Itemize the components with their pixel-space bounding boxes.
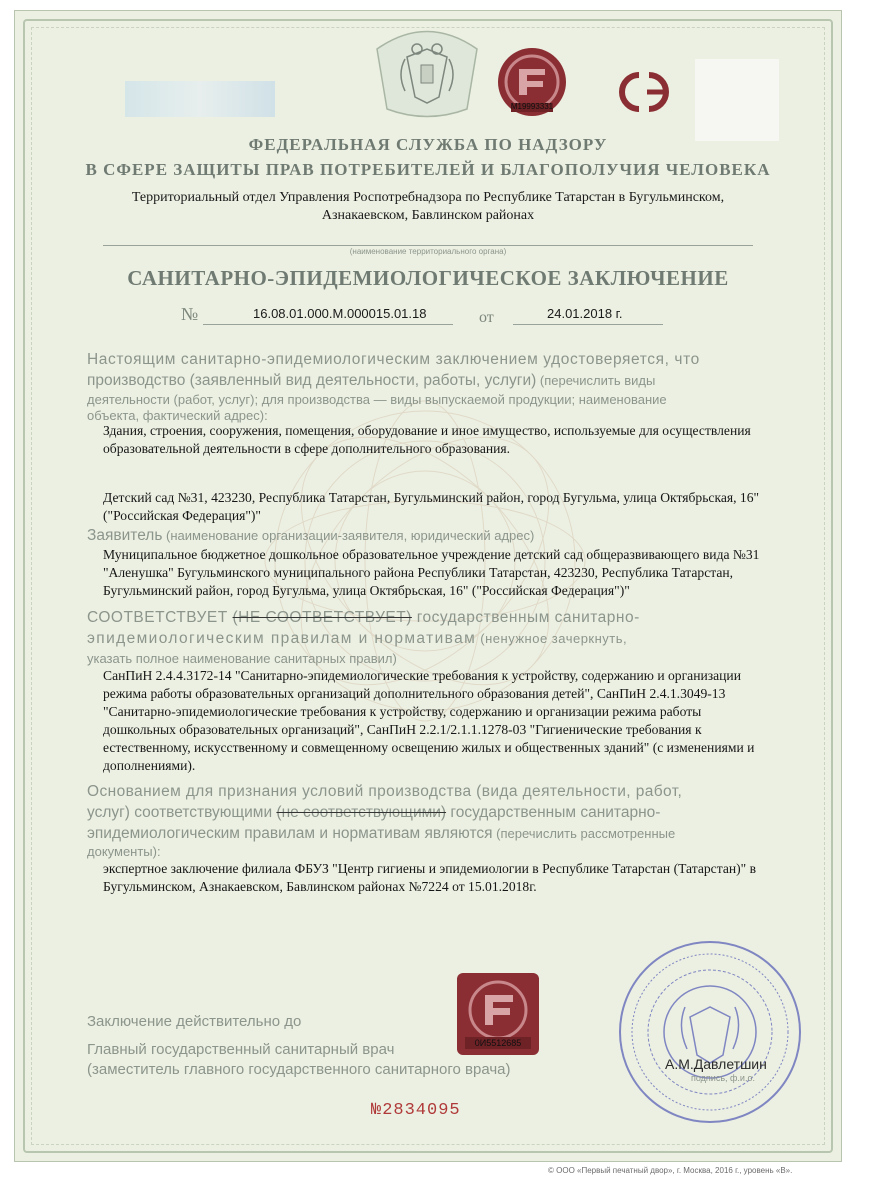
section1-line3: деятельности (работ, услуг); для производства — виды выпускаемой продукции; наименование xyxy=(87,392,667,407)
agency-line2: В СФЕРЕ ЗАЩИТЫ ПРАВ ПОТРЕБИТЕЛЕЙ И БЛАГОПОЛУЧИЯ ЧЕЛОВЕКА xyxy=(85,160,771,179)
certificate-sheet xyxy=(14,10,842,1162)
basis-value-line2: Бугульминском, Азнакаевском, Бавлинском районах №7224 от 15.01.2018г. xyxy=(103,879,537,894)
compliance-value-line1: СанПиН 2.4.4.3172-14 "Санитарно-эпидемиологические требования к устройству, содержанию и организации xyxy=(103,668,741,683)
basis-struck: (не соответствующими) xyxy=(276,804,447,821)
applicant-line1: Муниципальное бюджетное дошкольное образовательное учреждение детский сад общеразвивающего вида №31 xyxy=(103,547,760,562)
applicant-label: Заявитель xyxy=(87,527,163,544)
hologram-serial: М19993331 xyxy=(510,102,554,111)
signer-name: А.М.Давлетшин xyxy=(665,1056,767,1072)
signer-position-line2: (заместитель главного государственного санитарного врача) xyxy=(87,1061,511,1078)
basis-line1: Основанием для признания условий производства (вида деятельности, работ, xyxy=(87,783,683,800)
section1-value-line1: Здания, строения, сооружения, помещения, оборудование и иное имущество, используемые для осуществления xyxy=(103,423,751,438)
compliance-line2 xyxy=(87,630,627,648)
section1-line4: объекта, фактический адрес): xyxy=(87,408,268,423)
basis-line2 xyxy=(87,804,660,822)
address-line2: ("Российская Федерация")" xyxy=(103,508,261,523)
basis-line3-hint: (перечислить рассмотренные xyxy=(492,826,676,841)
basis-line2-a: услуг) соответствующими xyxy=(87,804,277,821)
certificate-date: 24.01.2018 г. xyxy=(547,306,623,321)
number-label: № xyxy=(181,304,199,324)
compliance-status: СООТВЕТСТВУЕТ xyxy=(87,609,228,626)
date-underline xyxy=(513,324,663,325)
se-mark-icon xyxy=(611,69,679,115)
compliance-struck: (НЕ СООТВЕТСТВУЕТ) xyxy=(232,609,412,626)
territorial-underline xyxy=(103,245,753,246)
signer-position-line1: Главный государственный санитарный врач xyxy=(87,1041,395,1058)
applicant-line3: Бугульминский район, город Бугульма, улица Октябрьская, 16" ("Российская Федерация")" xyxy=(103,583,630,598)
basis-line2-b: государственным санитарно- xyxy=(446,804,661,821)
basis-line4: документы): xyxy=(87,844,161,859)
compliance-value-line6: дополнениями). xyxy=(103,758,196,773)
coat-of-arms-icon xyxy=(367,19,487,119)
basis-value-line1: экспертное заключение филиала ФБУЗ "Центр гигиены и эпидемиологии в Республике Татарстан (Татарстан)" в xyxy=(103,861,757,876)
applicant-heading xyxy=(87,527,534,545)
territorial-line2: Азнакаевском, Бавлинском районах xyxy=(321,208,535,223)
section1-line1: Настоящим санитарно-эпидемиологическим заключением удостоверяется, что xyxy=(87,351,700,368)
agency-line1: ФЕДЕРАЛЬНАЯ СЛУЖБА ПО НАДЗОРУ xyxy=(248,135,608,154)
applicant-line2: "Аленушка" Бугульминского муниципального района Республики Татарстан, 423230, Республика Татарстан, xyxy=(103,565,734,580)
official-stamp-icon xyxy=(615,937,805,1127)
basis-line3-main: эпидемиологическим правилам и нормативам являются xyxy=(87,825,493,842)
compliance-rest: государственным санитарно- xyxy=(411,609,640,626)
compliance-value-line3: "Санитарно-эпидемиологические требования к устройству, содержанию и организации режима работы xyxy=(103,704,702,719)
section1-line2-main: производство (заявленный вид деятельности, работы, услуги) xyxy=(87,372,537,389)
hologram-bottom-serial: 0И5512685 xyxy=(474,1038,522,1048)
compliance-value-line4: дошкольных образовательных организаций", СанПиН 2.2.1/2.1.1.1278-03 "Гигиенические требования к xyxy=(103,722,702,737)
basis-line3 xyxy=(87,825,675,843)
territorial-line1: Территориальный отдел Управления Роспотребнадзора по Республике Татарстан в Бугульминском, xyxy=(131,190,725,205)
certificate-number: 16.08.01.000.М.000015.01.18 xyxy=(253,306,427,321)
address-line1: Детский сад №31, 423230, Республика Татарстан, Бугульминский район, город Бугульма, улица Октябрьская, 16" xyxy=(103,490,760,505)
hologram-icon xyxy=(497,47,567,117)
compliance-line1 xyxy=(87,609,640,627)
printer-imprint: © ООО «Первый печатный двор», г. Москва, 2016 г., уровень «В». xyxy=(548,1166,793,1175)
signature-caption: подпись, ф.и.о. xyxy=(691,1073,755,1083)
section1-line2 xyxy=(87,372,655,390)
blank-patch xyxy=(695,59,779,141)
date-label: от xyxy=(479,309,494,326)
compliance-line2-hint: (ненужное зачеркнуть, xyxy=(476,631,628,646)
document-title: САНИТАРНО-ЭПИДЕМИОЛОГИЧЕСКОЕ ЗАКЛЮЧЕНИЕ xyxy=(127,266,729,290)
applicant-hint: (наименование организации-заявителя, юридический адрес) xyxy=(162,528,535,543)
compliance-value-line2: режима работы образовательных организаций дополнительного образования детей", СанПиН 2.4.1.3049-13 xyxy=(103,686,726,701)
compliance-line3: указать полное наименование санитарных правил) xyxy=(87,651,397,666)
hologram-icon xyxy=(457,973,539,1055)
territorial-caption: (наименование территориального органа) xyxy=(349,247,507,256)
compliance-value-line5: естественному, искусственному и совмещенному освещению жилых и общественных зданий" (с изменениями и xyxy=(103,740,755,755)
section1-value-line2: образовательной деятельности в сфере дополнительного образования. xyxy=(103,441,511,456)
form-number: №2834095 xyxy=(371,1101,461,1120)
validity-label: Заключение действительно до xyxy=(87,1013,302,1030)
number-underline xyxy=(203,324,453,325)
section1-line2-hint: (перечислить виды xyxy=(536,373,656,388)
compliance-line2-main: эпидемиологическим правилам и нормативам xyxy=(87,630,477,647)
security-strip xyxy=(125,81,275,117)
